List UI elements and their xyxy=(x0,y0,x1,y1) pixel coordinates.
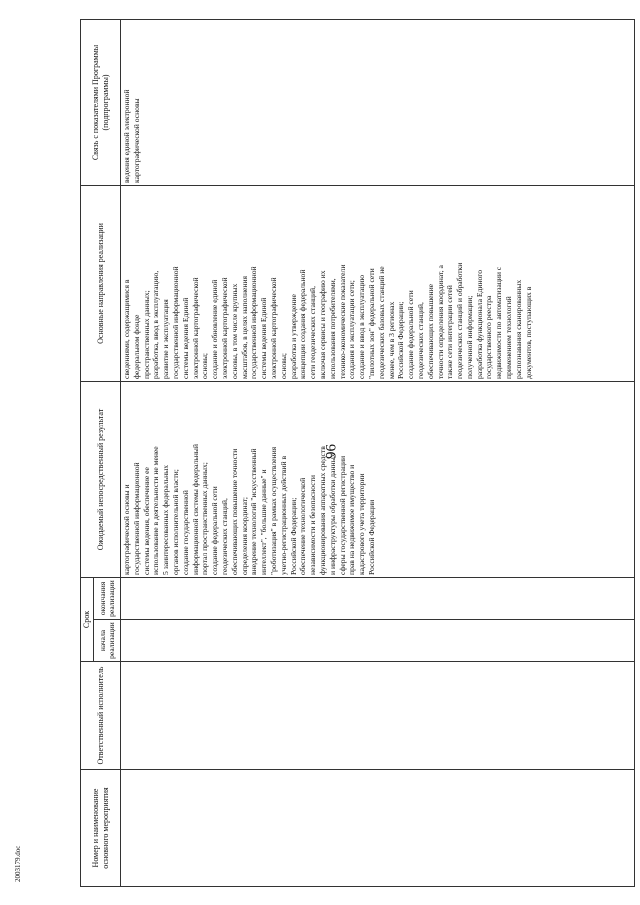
result-text-line: создание государственной xyxy=(180,490,190,575)
cell-result xyxy=(121,381,635,577)
cell-term-end xyxy=(121,577,635,619)
directions-text-line: разработка функционала Единого xyxy=(474,270,484,379)
directions-text-line: создание федеральной сети xyxy=(406,290,416,379)
result-text-line: независимости и безопасности xyxy=(308,475,318,575)
header-executor: Ответственный исполнитель xyxy=(81,662,121,770)
directions-text-line: "пилотных зон" федеральной сети xyxy=(366,268,376,379)
result-text-line: Российской Федерации xyxy=(366,499,376,575)
cell-link xyxy=(121,19,635,185)
result-text-line: учетно-регистрационных действий в xyxy=(278,455,288,575)
result-text-line: государственной информационной xyxy=(131,462,141,575)
result-text-line: кадастрового учета территории xyxy=(357,473,367,575)
directions-text-line: основы, в том числе крупных xyxy=(229,283,239,379)
cell-term-start xyxy=(121,620,635,662)
directions-text-line: государственного реестра xyxy=(484,295,494,379)
result-text-line: Российской Федерации; xyxy=(288,497,298,575)
result-text-line: информационной системы федеральный xyxy=(190,444,200,575)
result-text-line: "роботизация" в рамках осуществления xyxy=(268,446,278,575)
directions-text-line: полученной информации; xyxy=(464,295,474,379)
directions-text-line: системы ведения Единой xyxy=(259,297,269,379)
cell-event xyxy=(121,770,635,887)
result-text-line: внедрение технологий "искусственный xyxy=(249,448,259,575)
result-text-line: определения координат; xyxy=(239,496,249,575)
link-text-line: картографической основы xyxy=(131,98,141,183)
directions-text-line: основы; xyxy=(278,352,288,379)
rotated-table-container xyxy=(80,20,635,887)
result-text-line: создание федеральной сети xyxy=(210,486,220,575)
result-text-line: системы ведения, обеспечение ее xyxy=(141,467,151,575)
directions-text-line: создание и ввод в эксплуатацию xyxy=(357,274,367,379)
directions-text-line: применением технологий xyxy=(504,296,514,379)
directions-text-line: геодезических станций и обработки xyxy=(455,262,465,379)
directions-text-line: недвижимости по автоматизации с xyxy=(494,266,504,379)
directions-text-line: точности определения координат, а xyxy=(435,265,445,379)
directions-text-line: также сети интеграции сетей xyxy=(445,285,455,379)
page-number: 96 xyxy=(323,444,340,459)
table-row xyxy=(121,19,635,886)
directions-text-line: электронной картографической xyxy=(190,277,200,379)
result-text-line: и инфраструктуры обработки данных xyxy=(327,453,337,575)
directions-text-line: государственной информационной xyxy=(170,266,180,379)
program-measures-table xyxy=(80,19,635,887)
result-text-line: обеспечивающих повышение точности xyxy=(229,448,239,575)
header-link: Связь с показателями Программы (подпрограммы) xyxy=(81,19,121,185)
directions-text-line: государственной информационной xyxy=(249,266,259,379)
directions-text-line: менее, чем в 3 регионах xyxy=(386,301,396,379)
directions-text-line: сети геодезических станций, xyxy=(308,286,318,379)
result-text-line: обеспечение технологической xyxy=(298,477,308,575)
header-event: Номер и наименование основного мероприятия xyxy=(81,770,121,887)
directions-text-line: масштабов, в целях наполнения xyxy=(239,275,249,379)
directions-text-line: использования потребителями, xyxy=(327,278,337,379)
directions-text-line: документов, поступающих в xyxy=(523,286,533,379)
result-text-line: функционирования аппаратных средств xyxy=(317,446,327,575)
directions-text-line: создания и эксплуатации сети; xyxy=(347,280,357,379)
directions-text-line: системы ведения Единой xyxy=(180,297,190,379)
result-text-line: использование в деятельности не менее xyxy=(151,446,161,575)
directions-text-line: геодезических станций, xyxy=(415,302,425,379)
result-text-line: прав на недвижимое имущество и xyxy=(347,464,357,575)
header-result: Ожидаемый непосредственный результат xyxy=(81,381,121,577)
directions-text-line: создание и обновление единой xyxy=(210,279,220,379)
result-text-line: органов исполнительной власти; xyxy=(170,469,180,575)
cell-directions xyxy=(121,185,635,381)
directions-text-line: развитие и эксплуатация xyxy=(161,299,171,379)
directions-text-line: обеспечивающих повышение xyxy=(425,283,435,379)
document-code: 2003179.doc xyxy=(14,845,22,882)
directions-text-line: электронной картографической xyxy=(268,277,278,379)
cell-executor xyxy=(121,662,635,770)
directions-text-line: разработка, ввод в эксплуатацию, xyxy=(151,270,161,379)
directions-text-line: электронной картографической xyxy=(219,277,229,379)
header-term-end: окончания реализации xyxy=(94,577,121,619)
directions-text-line: концепции создания федеральной xyxy=(298,269,308,379)
result-text-line: портал пространственных данных; xyxy=(200,462,210,575)
link-text-line: ведения единой электронной xyxy=(122,89,131,183)
result-text-line: картографической основы и xyxy=(122,484,131,575)
header-term-start: начала реализации xyxy=(94,620,121,662)
directions-text-line: основы; xyxy=(200,352,210,379)
result-text-line: геодезических станций, xyxy=(219,498,229,575)
header-term: Срок xyxy=(81,577,94,661)
directions-text-line: пространственных данных; xyxy=(141,290,151,379)
result-text-line: 5 заинтересованных федеральных xyxy=(161,464,171,575)
directions-text-line: геодезических базовых станций не xyxy=(376,266,386,379)
result-text-line: интеллект", "большие данные" и xyxy=(259,469,269,575)
header-directions: Основные направления реализации xyxy=(81,185,121,381)
directions-text-line: распознавания сканированных xyxy=(513,279,523,379)
directions-text-line: сведениями, содержащимися в xyxy=(122,279,131,379)
directions-text-line: федеральном фонде xyxy=(131,314,141,379)
directions-text-line: разработка и утверждение xyxy=(288,294,298,379)
result-text-line: сферы государственной регистрации xyxy=(337,455,347,575)
directions-text-line: включая сервисы и географию их xyxy=(317,270,327,379)
directions-text-line: технико-экономические показатели xyxy=(337,264,347,379)
directions-text-line: Российской Федерации; xyxy=(396,301,406,379)
